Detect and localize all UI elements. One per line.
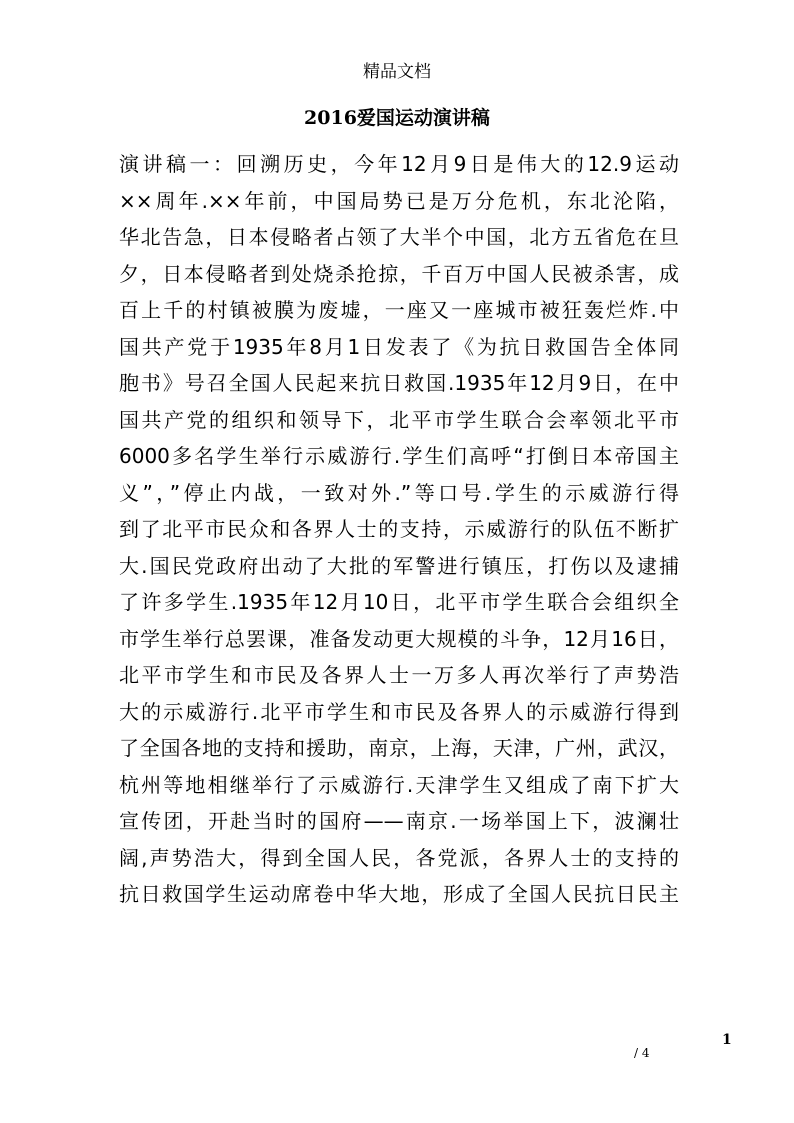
page-number: 1 (722, 1032, 732, 1048)
text-line: 国共产党于1935年8月1日发表了《为抗日救国告全体同 (119, 334, 679, 359)
text-line: 义”，”停止内战，一致对外.”等口号.学生的示威游行得 (119, 480, 679, 505)
page-total: / 4 (634, 1046, 650, 1060)
text-line: 国共产党的组织和领导下，北平市学生联合会率领北平市 (119, 407, 679, 432)
text-line: 了全国各地的支持和援助，南京，上海，天津，广州，武汉， (119, 736, 679, 760)
text-line: 大的示威游行.北平市学生和市民及各界人的示威游行得到 (119, 699, 679, 724)
text-line: 百上千的村镇被膜为废墟，一座又一座城市被狂轰烂炸.中 (119, 298, 679, 322)
text-line: 杭州等地相继举行了示威游行.天津学生又组成了南下扩大 (119, 772, 679, 797)
text-line: ××周年.××年前，中国局势已是万分危机，东北沦陷， (119, 188, 679, 213)
text-line: 了许多学生.1935年12月10日，北平市学生联合会组织全 (119, 590, 679, 614)
text-line: 宣传团，开赴当时的国府——南京.一场举国上下，波澜壮 (119, 809, 679, 833)
header-label: 精品文档 (363, 62, 431, 82)
text-line: 胞书》号召全国人民起来抗日救国.1935年12月9日，在中 (119, 371, 679, 395)
body-text (119, 146, 679, 913)
text-line: 夕，日本侵略者到处烧杀抢掠，千百万中国人民被杀害，成 (119, 261, 679, 286)
text-line: 演讲稿一：回溯历史，今年12月9日是伟大的12.9运动 (119, 152, 679, 176)
text-line: 市学生举行总罢课，准备发动更大规模的斗争，12月16日， (119, 626, 679, 651)
document-title: 2016爱国运动演讲稿 (304, 107, 490, 129)
text-line: 大.国民党政府出动了大批的军警进行镇压，打伤以及逮捕 (119, 553, 679, 578)
text-line: 北平市学生和市民及各界人士一万多人再次举行了声势浩 (119, 663, 679, 687)
text-line: 阔,声势浩大，得到全国人民，各党派，各界人士的支持的 (119, 845, 679, 870)
text-line: 华北告急，日本侵略者占领了大半个中国，北方五省危在旦 (119, 225, 679, 249)
text-line: 抗日救国学生运动席卷中华大地，形成了全国人民抗日民主 (119, 882, 679, 906)
text-line: 到了北平市民众和各界人士的支持，示威游行的队伍不断扩 (119, 517, 679, 541)
text-line: 6000多名学生举行示威游行.学生们高呼“打倒日本帝国主 (119, 444, 679, 468)
